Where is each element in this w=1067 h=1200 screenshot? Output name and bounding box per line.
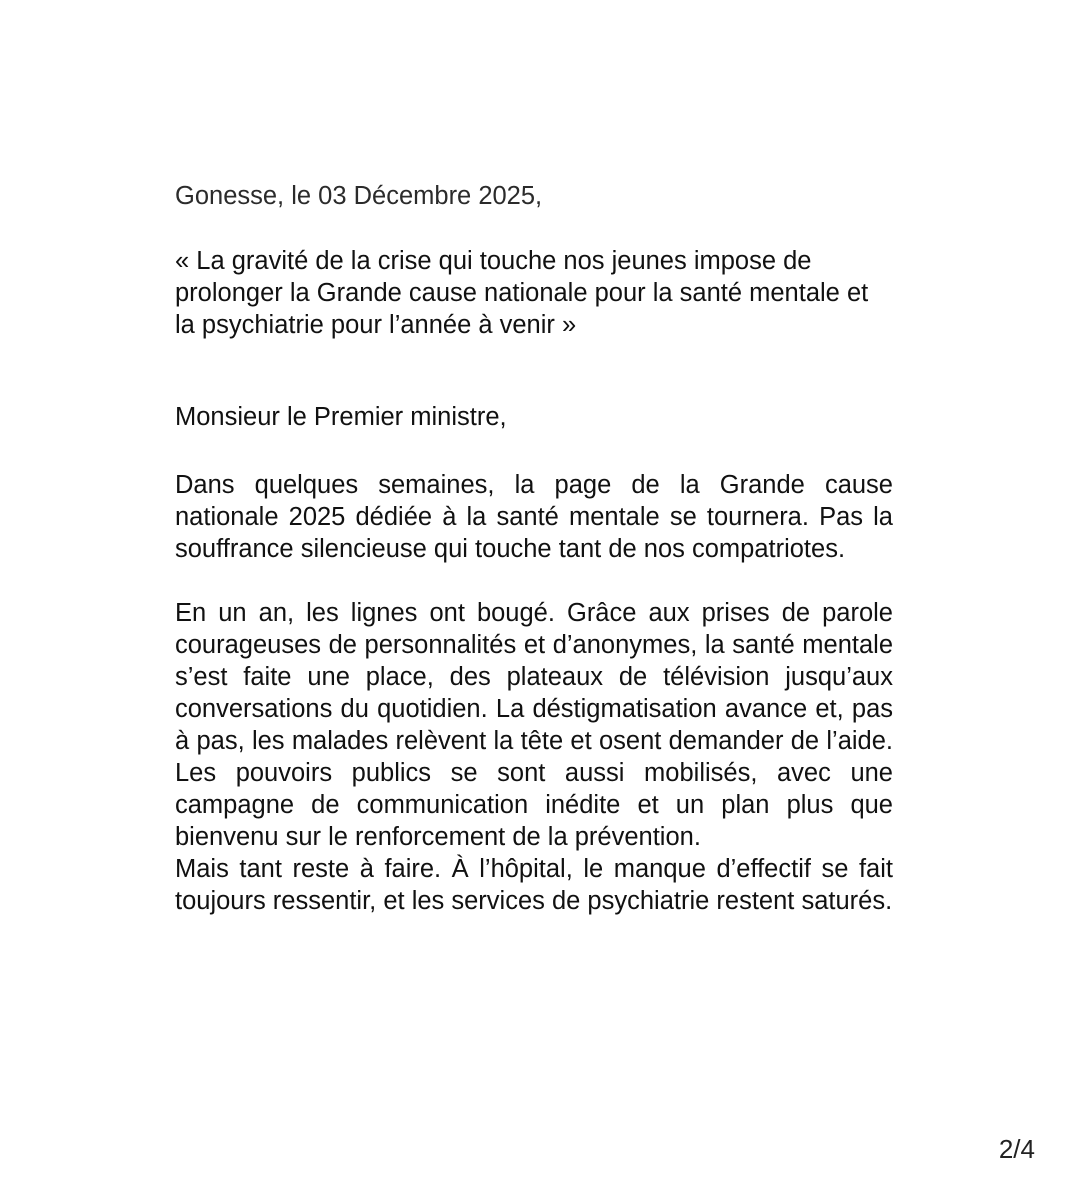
salutation: Monsieur le Premier ministre, <box>175 403 507 431</box>
paragraph-3: Mais tant reste à faire. À l’hôpital, le manque d’effectif se fait toujours ressentir, et les services de psychiatrie restent saturés. <box>175 855 893 915</box>
letter-body <box>175 180 893 917</box>
date-line: Gonesse, le 03 Décembre 2025, <box>175 182 543 210</box>
paragraph-1: Dans quelques semaines, la page de la Grande cause nationale 2025 dédiée à la santé mentale se tournera. Pas la souffrance silencieuse qui touche tant de nos compatriotes. <box>175 471 893 563</box>
headline-quote: « La gravité de la crise qui touche nos jeunes impose de prolonger la Grande cause nationale pour la santé mentale et la psychiatrie pour l’année à venir » <box>175 247 869 339</box>
page-number: 2/4 <box>998 1134 1035 1164</box>
paragraph-2: En un an, les lignes ont bougé. Grâce aux prises de parole courageuses de personnalités et d’anonymes, la santé mentale s’est faite une place, des plateaux de télévision jusqu’aux conversations du quotidien. La déstigmatisation avance et, pas à pas, les malades relèvent la tête et osent demander de l’aide. Les pouvoirs publics se sont aussi mobilisés, avec une campagne de communication inédite et un plan plus que bienvenu sur le renforcement de la prévention. <box>175 599 893 851</box>
